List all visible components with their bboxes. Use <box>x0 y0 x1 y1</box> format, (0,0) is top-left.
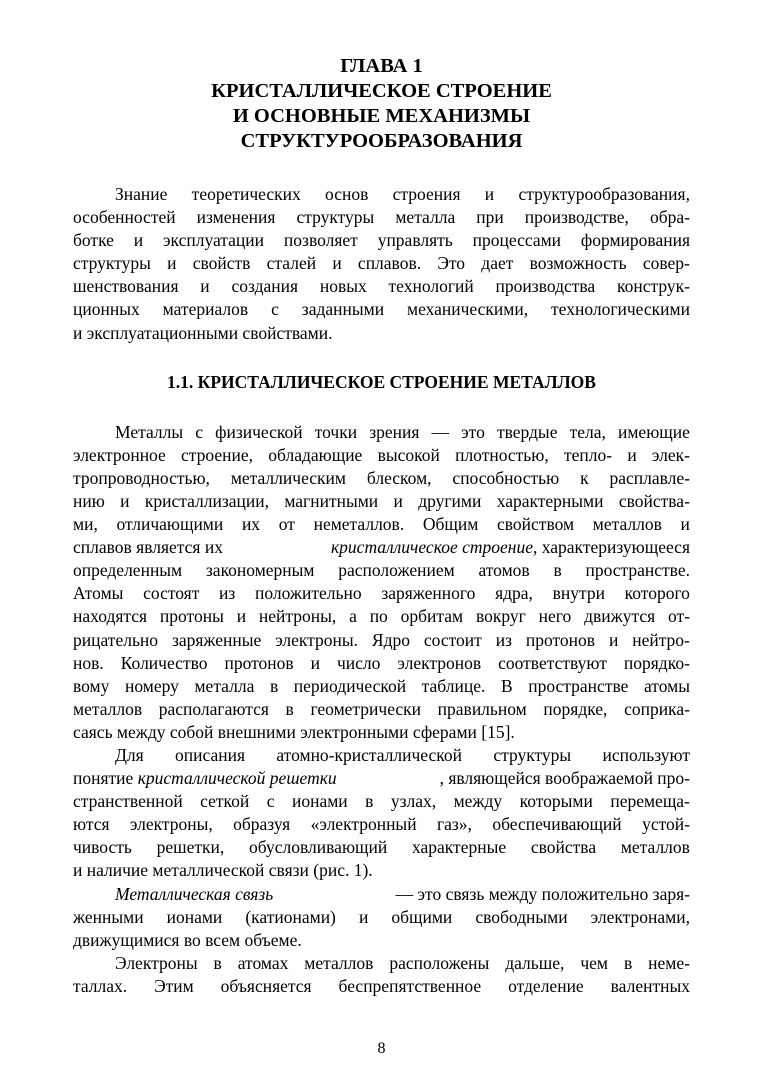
text-line: электронное строение, обладающие высокой плотностью, тепло- и элек- <box>73 444 690 465</box>
text-run: сплавов является их <box>73 537 228 558</box>
chapter-title-line: И ОСНОВНЫЕ МЕХАНИЗМЫ <box>232 105 531 127</box>
text-line: женными ионами (катионами) и общими свободными электронами, <box>73 906 690 927</box>
text-line: ми, отличающими их от неметаллов. Общим свойством металлов и <box>73 514 690 535</box>
intro-paragraph <box>73 183 690 345</box>
chapter-title-line: КРИСТАЛЛИЧЕСКОЕ СТРОЕНИЕ <box>211 80 552 102</box>
page-content <box>73 54 690 998</box>
text-line: тропроводностью, металлическим блеском, способностью к расплавле- <box>73 467 690 488</box>
text-run: понятие <box>73 768 138 789</box>
text-line: ботке и эксплуатации позволяет управлять процессами формирования <box>73 230 690 251</box>
text-run: , являющейся воображаемой про- <box>439 768 690 789</box>
text-line: особенностей изменения структуры металла при производстве, обра- <box>73 207 690 228</box>
text-line: Для описания атомно-кристаллической структуры используют <box>115 744 690 765</box>
text-line: и эксплуатационными свойствами. <box>73 322 333 343</box>
text-line: нов. Количество протонов и число электронов соответствуют порядко- <box>73 652 690 673</box>
text-line-mixed <box>73 767 690 790</box>
text-line: металлов располагаются в геометрически правильном порядке, соприка- <box>73 698 690 719</box>
text-line: рицательно заряженные электроны. Ядро состоит из протонов и нейтро- <box>73 629 690 650</box>
text-line: находятся протоны и нейтроны, а по орбитам вокруг него движутся от- <box>73 606 690 627</box>
italic-term: кристаллическое строение <box>330 537 533 558</box>
text-line: движущимися во всем объеме. <box>73 929 302 950</box>
text-line-mixed <box>73 883 690 906</box>
chapter-number: ГЛАВА 1 <box>340 55 423 77</box>
text-line: ционных материалов с заданными механическими, технологическими <box>73 299 690 320</box>
text-line: Электроны в атомах металлов расположены дальше, чем в неме- <box>115 952 690 973</box>
text-run: — это связь между положительно заря- <box>391 883 690 904</box>
text-line: ются электроны, образуя «электронный газ», обеспечивающий устой- <box>73 814 690 835</box>
text-line: структуры и свойств сталей и сплавов. Это дает возможность совер- <box>73 253 690 274</box>
body-paragraph <box>73 883 690 952</box>
text-line: Знание теоретических основ строения и структурообразования, <box>115 184 690 204</box>
text-line-mixed <box>73 536 690 559</box>
chapter-title-line: СТРУКТУРООБРАЗОВАНИЯ <box>240 130 523 152</box>
text-line: вому номеру металла в периодической таблице. В пространстве атомы <box>73 675 690 696</box>
text-line: Металлы с физической точки зрения — это твердые тела, имеющие <box>115 421 690 442</box>
body-paragraph <box>73 744 690 883</box>
italic-term: Металлическая связь <box>115 883 274 904</box>
text-line: шенствования и создания новых технологий производства конструк- <box>73 276 690 297</box>
text-line: Атомы состоят из положительно заряженного ядра, внутри которого <box>73 583 690 604</box>
page-number: 8 <box>377 1040 386 1057</box>
text-line: саясь между собой внешними электронными сферами [15]. <box>73 721 515 742</box>
italic-term: кристаллической решетки <box>137 768 337 789</box>
text-line: нию и кристаллизации, магнитными и другими характерными свойства- <box>73 490 690 511</box>
text-line: таллах. Этим объясняется беспрепятственное отделение валентных <box>73 975 690 996</box>
body-paragraph <box>73 421 690 744</box>
chapter-heading <box>73 54 690 154</box>
text-line: странственной сеткой с ионами в узлах, между которыми перемеща- <box>73 791 690 812</box>
body-paragraph <box>73 952 690 998</box>
section-heading: 1.1. КРИСТАЛЛИЧЕСКОЕ СТРОЕНИЕ МЕТАЛЛОВ <box>167 371 596 392</box>
text-line: и наличие металлической связи (рис. 1). <box>73 860 373 881</box>
text-line: чивость решетки, обусловливающий характерные свойства металлов <box>73 837 690 858</box>
text-line: определенным закономерным расположением атомов в пространстве. <box>73 560 690 581</box>
text-run: , характеризующееся <box>533 537 690 558</box>
